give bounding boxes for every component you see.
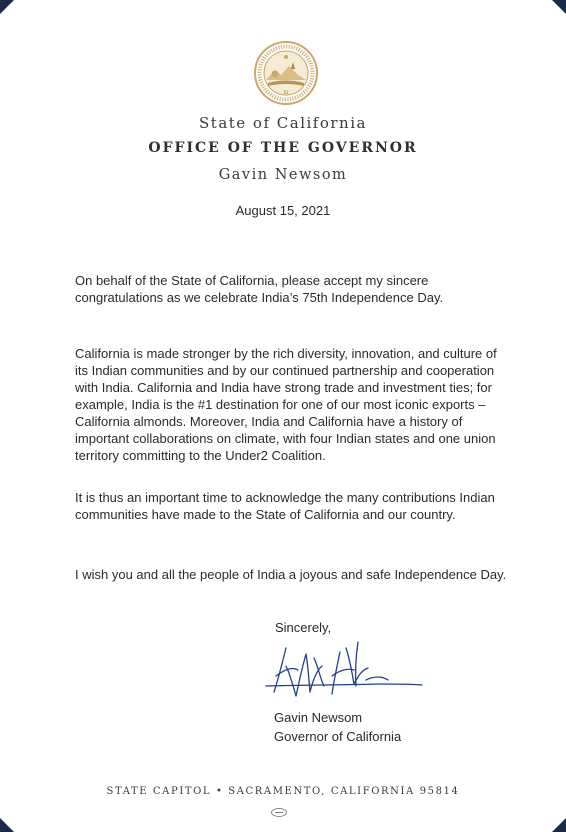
letterhead-office: OFFICE OF THE GOVERNOR xyxy=(148,140,418,156)
paragraph-wishes: I wish you and all the people of India a joyous and safe Independence Day. xyxy=(75,567,507,582)
paragraph-acknowledgement: It is thus an important time to acknowledge the many contributions Indian communities have made to the State of California and our country. xyxy=(75,490,495,522)
handwritten-signature xyxy=(262,636,427,706)
corner-bl-decoration xyxy=(0,818,14,832)
union-bug-icon xyxy=(271,808,287,817)
letterhead-state: State of California xyxy=(199,114,367,132)
letter-date: August 15, 2021 xyxy=(235,203,331,218)
closing-salutation: Sincerely, xyxy=(275,620,332,635)
signatory-title: Governor of California xyxy=(274,729,402,744)
signatory-name: Gavin Newsom xyxy=(274,710,363,725)
corner-tr-decoration xyxy=(552,0,566,14)
paragraph-congratulations: On behalf of the State of California, please accept my sincere congratulations as we celebrate India’s 75th Independence Day. xyxy=(75,273,444,305)
corner-br-decoration xyxy=(552,818,566,832)
letterhead-governor-name: Gavin Newsom xyxy=(218,167,348,183)
corner-tl-decoration xyxy=(0,0,14,14)
footer-address: STATE CAPITOL • SACRAMENTO, CALIFORNIA 95814 xyxy=(106,786,460,797)
great-seal-of-california-icon xyxy=(253,40,319,106)
svg-text:XI: XI xyxy=(283,90,289,96)
paragraph-partnership: California is made stronger by the rich diversity, innovation, and culture of its Indian communities and by our continued partnership and cooperation with India. California and India have strong trade and investment ties; for example, India is the #1 destination for one of our most iconic exports – California almonds. Moreover, India and California have a history of important collaborations on climate, with four Indian states and one union territory committing to the Under2 Coalition. xyxy=(75,346,497,463)
